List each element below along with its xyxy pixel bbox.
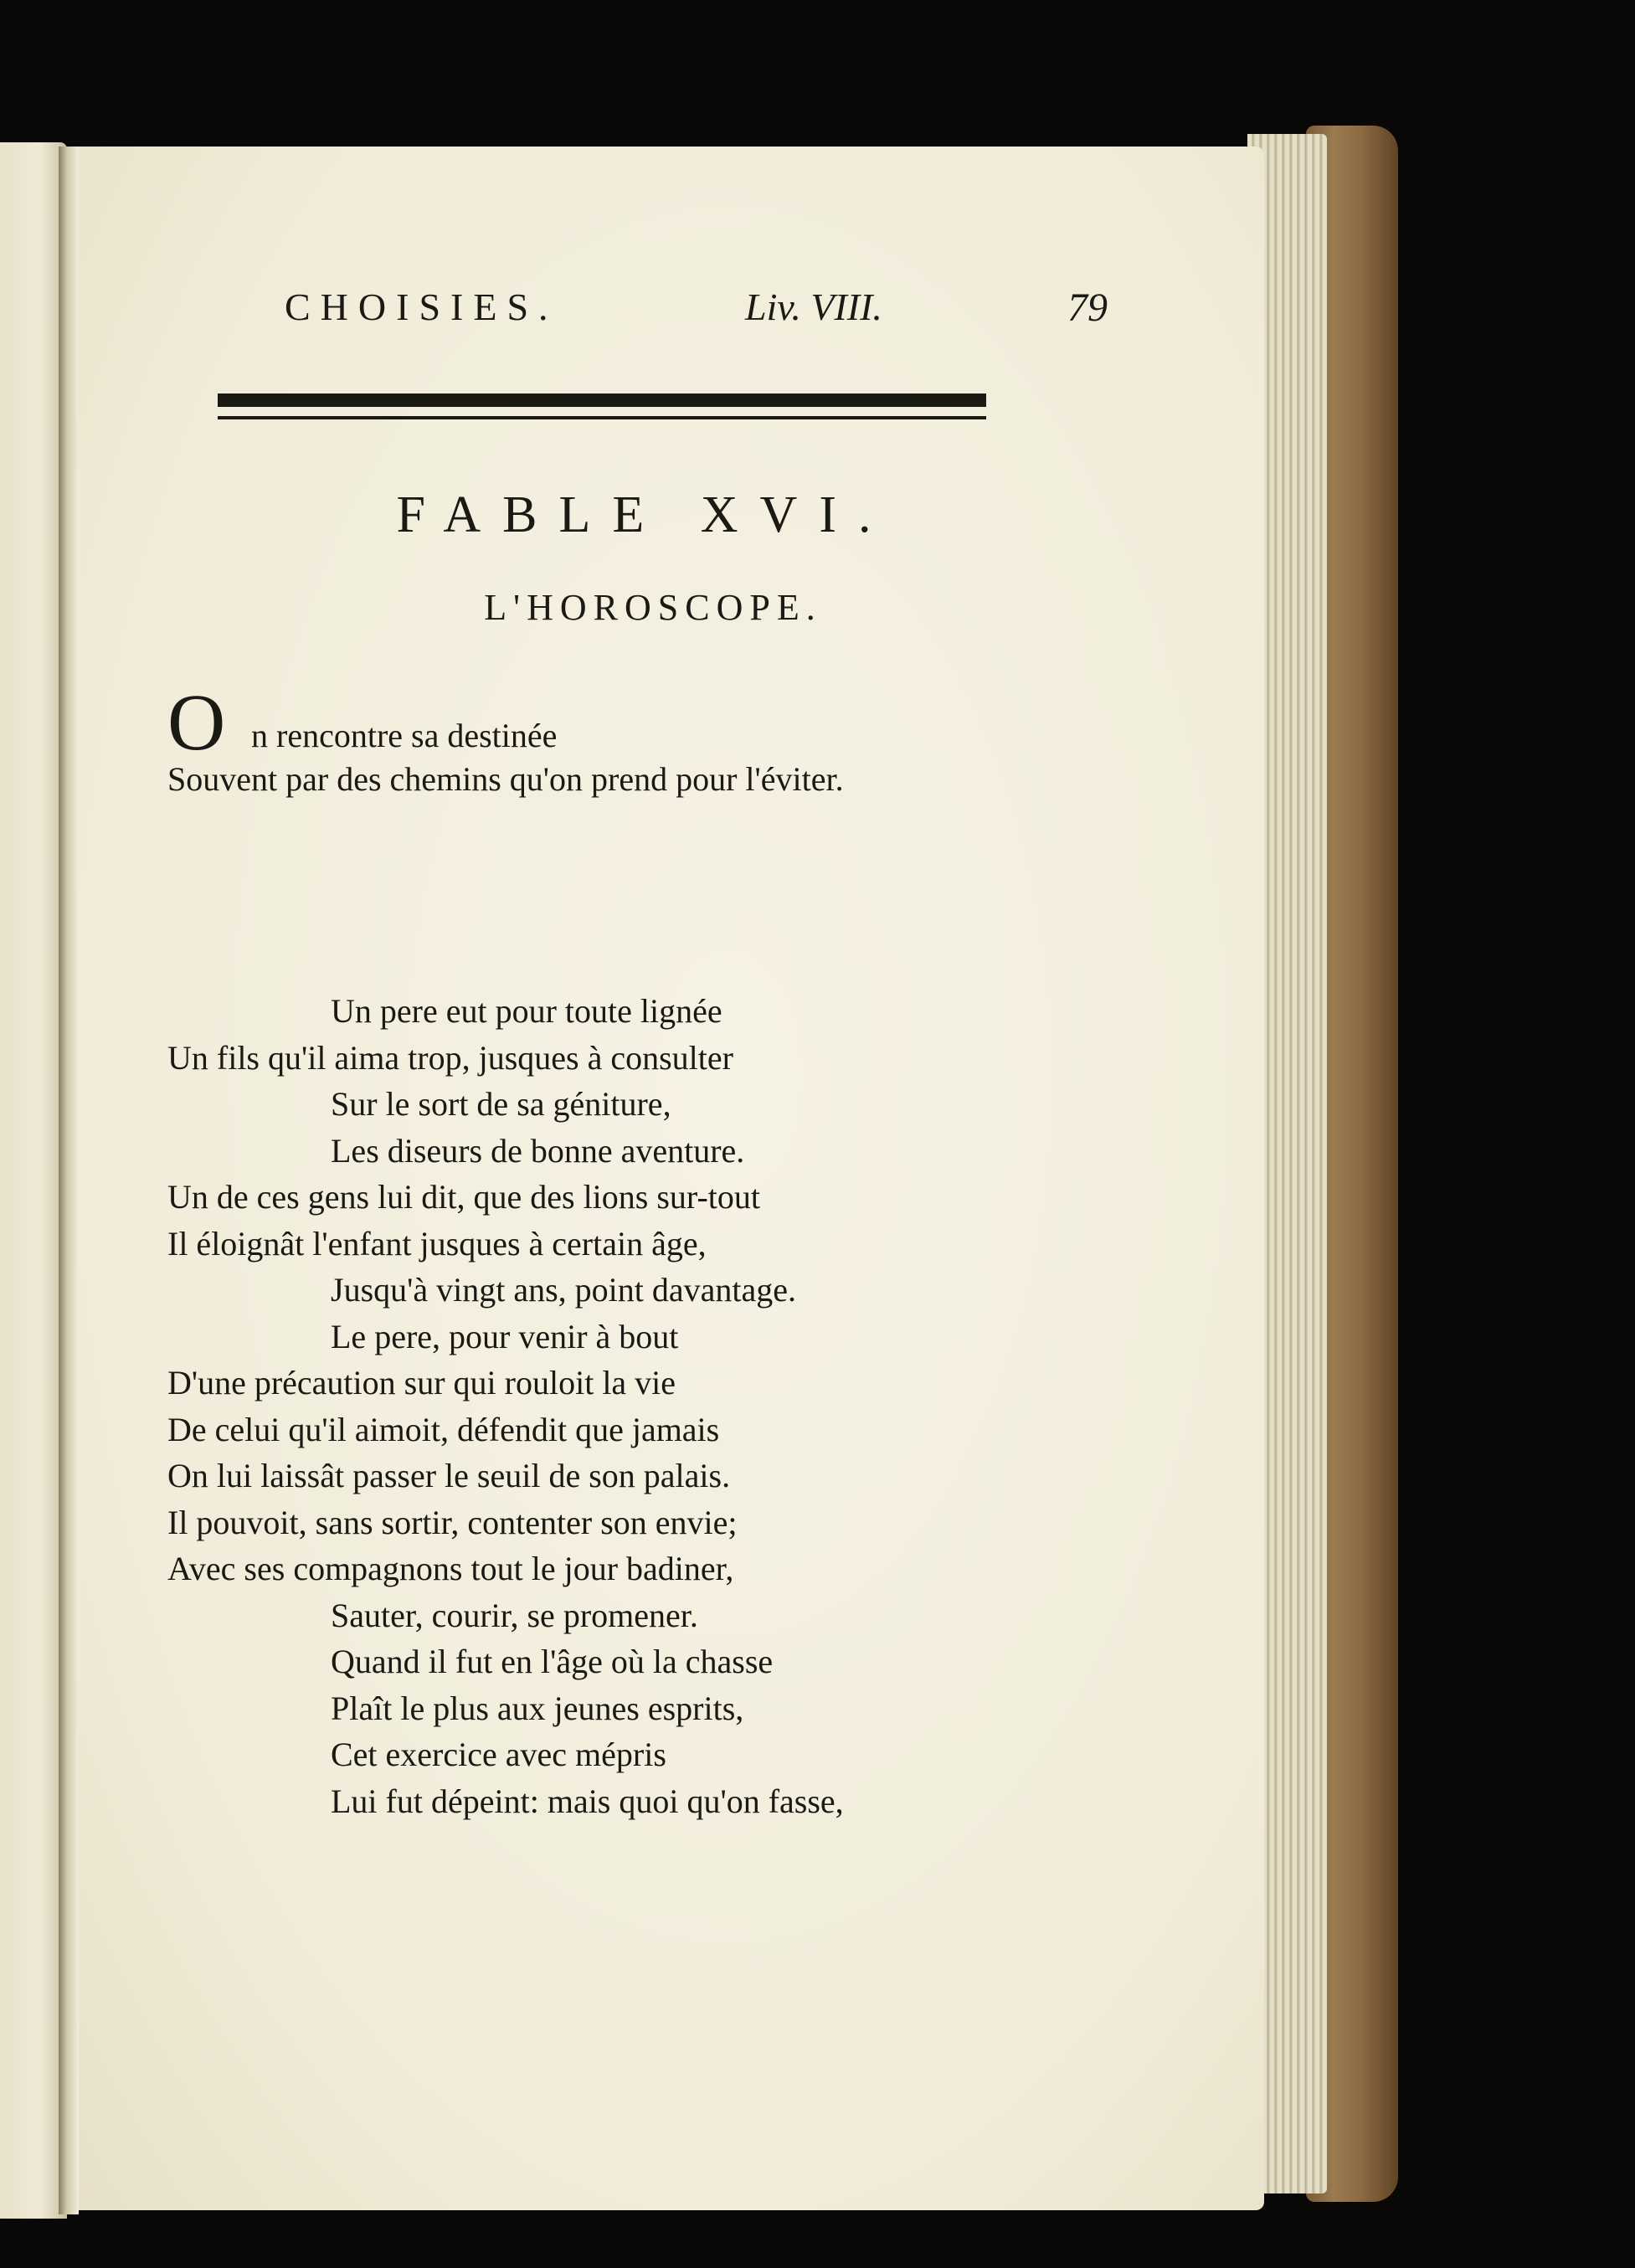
running-head: [285, 285, 1122, 343]
verse-line: Quand il fut en l'âge où la chasse: [331, 1643, 774, 1680]
ornamental-rule-thick: [218, 393, 986, 407]
verse-line: D'une précaution sur qui rouloit la vie: [167, 1364, 676, 1401]
ornamental-rule-thin: [218, 416, 986, 419]
verse-line: Sauter, courir, se promener.: [331, 1596, 698, 1634]
verse-line: Un pere eut pour toute lignée: [331, 992, 722, 1030]
book-page: [75, 147, 1264, 2210]
moral-line-1: n rencontre sa destinée: [251, 717, 558, 754]
moral-line-2: Souvent par des chemins qu'on prend pour l'éviter.: [167, 760, 844, 798]
verse-line: On lui laissât passer le seuil de son palais.: [167, 1457, 731, 1494]
previous-page-edge: [0, 142, 67, 2219]
verse-line: Sur le sort de sa géniture,: [331, 1085, 671, 1123]
running-head-title: CHOISIES.: [285, 285, 558, 328]
verse-line: Jusqu'à vingt ans, point davantage.: [331, 1271, 796, 1309]
verse-line: Le pere, pour venir à bout: [331, 1317, 679, 1355]
verse-line: Il éloignât l'enfant jusques à certain âge,: [167, 1224, 707, 1263]
verse-line: Il pouvoit, sans sortir, contenter son envie;: [167, 1503, 738, 1541]
verse-line: Les diseurs de bonne aventure.: [331, 1131, 745, 1170]
verse-line: Lui fut dépeint: mais quoi qu'on fasse,: [331, 1782, 844, 1820]
fable-title: FABLE XVI.: [396, 486, 893, 543]
page-number: 79: [1067, 285, 1108, 330]
verse-line: Avec ses compagnons tout le jour badiner,: [167, 1550, 734, 1587]
running-head-book: Liv. VIII.: [745, 285, 882, 328]
verse-line: De celui qu'il aimoit, défendit que jamais: [167, 1410, 720, 1448]
fable-subtitle: L'HOROSCOPE.: [484, 587, 822, 628]
fable-verse: [167, 988, 1130, 1824]
gutter-shadow: [59, 147, 79, 2214]
verse-line: Cet exercice avec mépris: [331, 1736, 666, 1773]
verse-line: Un de ces gens lui dit, que des lions sur-tout: [167, 1178, 760, 1216]
drop-cap: O: [167, 677, 226, 767]
verse-line: Un fils qu'il aima trop, jusques à consulter: [167, 1038, 733, 1077]
verse-line: Plaît le plus aux jeunes esprits,: [331, 1689, 744, 1727]
